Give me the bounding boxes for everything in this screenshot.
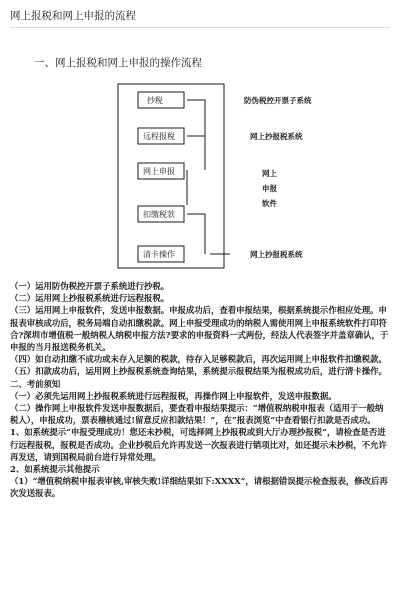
system-label: 网上 [262, 169, 277, 178]
flow-step-label: 抄税 [147, 96, 163, 105]
paragraph: （四）如自动扣缴不成功或未存入足额的税款，待存入足够税款后，再次运用网上申报软件扣缴税款。 [10, 354, 387, 365]
connector-line [187, 136, 205, 170]
paragraph: （三）运用网上申报软件，发送申报数据。申报成功后，查看申报结果，根据系统提示作相应处理。申报表审核成功后，税务局端自动扣缴税款。网上申报受理成功的纳税人需使用网上申报系统软件打印符合?深圳市增值税一般纳税人纳税申报方法?要求的申报资料一式两份，经法人代表签字并盖章确认，于申报的当月报送税务机关。 [10, 305, 389, 353]
page-title: 网上报税和网上申报的流程 [10, 8, 390, 28]
paragraph: （二）操作网上申报软件发送申报数据后，要查看申报结果提示：“增值税纳税申报表（适用于一般纳税人），申报成功，票表稽核通过!留意反应扣款结果！”，在“报表浏览”中查看银行扣款是否成功。 [10, 403, 384, 426]
section-heading: 一、网上报税和网上申报的操作流程 [34, 57, 202, 69]
section-heading-2: 二、考前须知 [10, 378, 61, 389]
paragraph: （1）“增值税纳税申报表审核,审核失败!详细结果如下:XXXX”，请根据错误提示检查报表，修改后再次发送报表。 [10, 476, 388, 499]
flow-step-label: 扣缴税款 [143, 210, 175, 219]
paragraph: （一）运用防伪税控开票子系统进行抄税。 [10, 281, 170, 291]
system-label: 网上抄报税系统 [250, 132, 303, 141]
system-label: 网上抄报税系统 [250, 250, 303, 259]
paragraph: 1、如系统提示“申报受理成功！您还未抄税，可选择网上抄报税或到大厅办理抄报税”，请检查是否进行远程报税，报税是否成功。企业抄税后允许再发送一次报表进行销项比对，如还提示未抄税，不允许再发送，请到国税局前台进行异常处理。 [10, 427, 387, 462]
system-label: 申报 [262, 184, 277, 193]
flow-step-label: 网上申报 [143, 167, 175, 176]
paragraph: 2、如系统提示其他提示 [10, 464, 100, 475]
system-label: 防伪税控开票子系统 [244, 96, 312, 105]
paragraph: （五）扣款成功后，运用网上抄报税系统查询结果，系统提示报税结果为报税成功后，进行清卡操作。 [10, 366, 387, 377]
system-label: 软件 [262, 199, 277, 208]
flow-step-label: 远程报税 [143, 132, 175, 141]
connector-line [187, 214, 205, 254]
body-text [10, 280, 390, 500]
connector-line [187, 100, 205, 137]
paragraph: （二）运用网上抄报税系统进行远程报税。 [10, 293, 170, 304]
paragraph: （一）必须先运用网上抄报税系统进行远程报税，再操作网上申报软件，发送申报数据。 [10, 390, 337, 401]
flow-step-label: 清卡操作 [143, 250, 175, 259]
